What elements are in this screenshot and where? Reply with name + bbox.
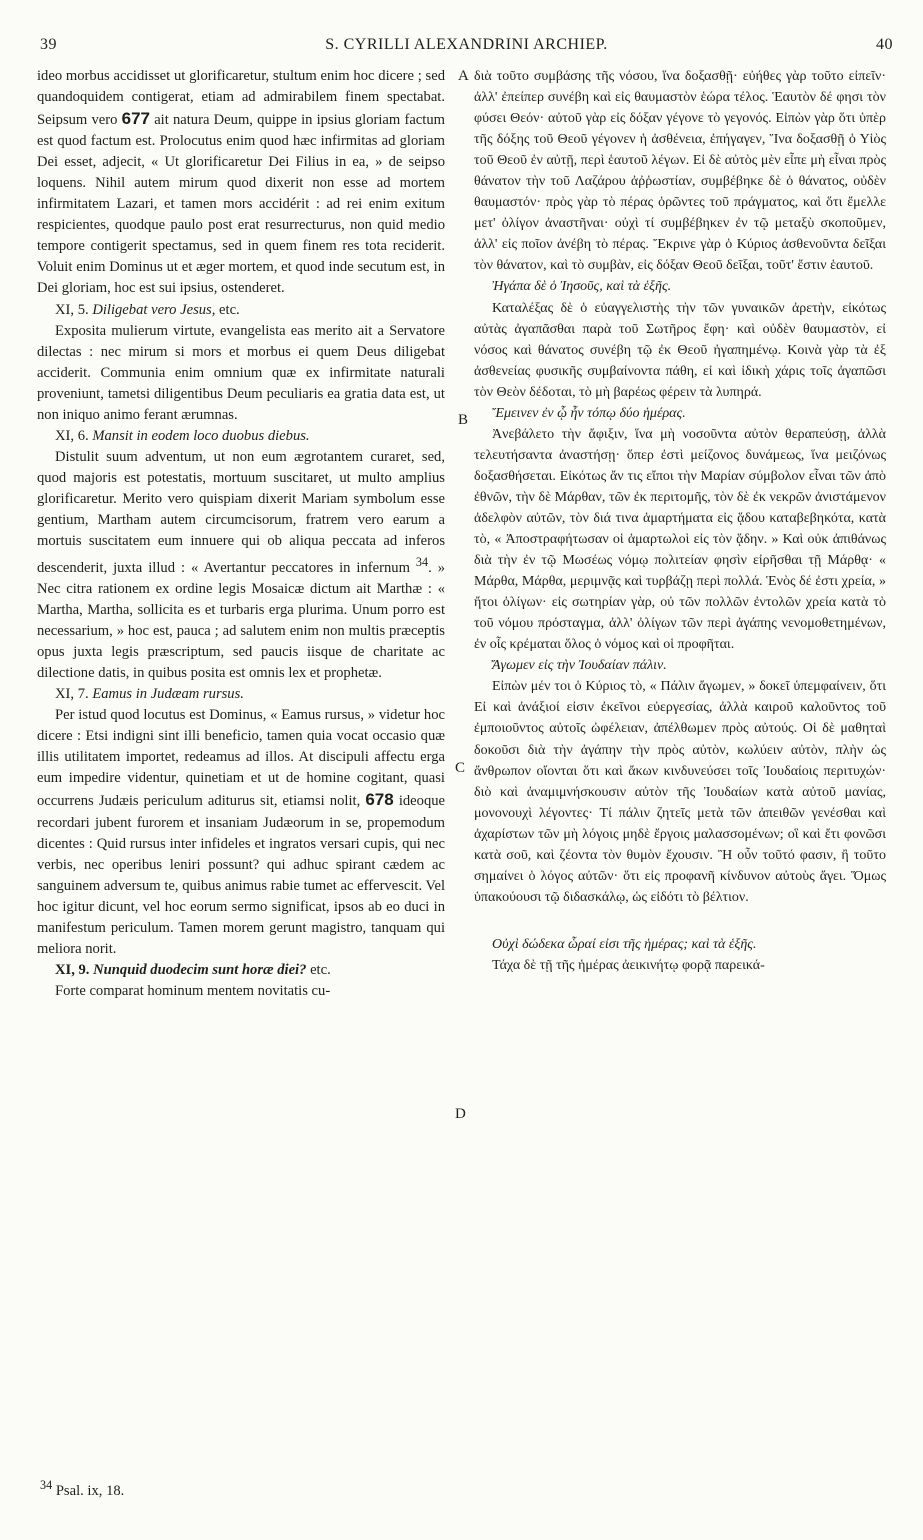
greek-paragraph-4: Εἰπὼν μέν τοι ὁ Κύριος τὸ, « Πάλιν ἄγωμεν, » δοκεῖ ὑπεμφαίνειν, ὅτι Εἰ καὶ ἀνάξιοί εἰσιν ἐκεῖνοι εὐεργεσίας, ἀλλὰ καιροῦ καλοῦντος τοῦ ἐμποιοῦντος αὐτοῖς ὠφέλειαν, ἀπέλθωμεν πρὸς αὐτούς. Οἱ δὲ μαθηταὶ δοκοῦσι διὰ τὴν ἀγάπην τὴν πρὸς αὐτὸν, κωλύειν αὐτὸν, πλὴν ὡς ἄνθρωπον οἴονται ὅτι καὶ ἄκων κινδυνεύσει τοῖς Ἰουδαίοις περιτυχών· διὸ καὶ ἀναμιμνήσκουσιν αὐτὸν τῆς Ἰουδαίων κατὰ αὐτοῦ μανίας, μονονουχὶ λέγοντες· Τί πάλιν ζητεῖς μετὰ τῶν ἀπειθῶν γενέσθαι καὶ ἀχαρίστων τῶν μὴ λόγοις μηδὲ ἔργοις μαλασσομένων; οἳ καὶ ἔτι φονῶσι κατὰ σοῦ, καὶ ζέοντα τὸν θυμὸν ἔχουσιν. Ἢ οὖν τοῦτό φασιν, ἢ τοῦτο σημαίνει ὁ λόγος αὐτῶν· ὅτι εἰς προφανῆ κίνδυνον αὐτοὺς ἄγει. Ὅμως ὑπακούουσι τῷ διδασκάλῳ, ὡς εἰδότι τὸ βέλτιον. xyxy=(474,679,886,905)
column-number-678: 678 xyxy=(365,790,394,810)
greek-lemma-2 xyxy=(474,403,886,424)
greek-column xyxy=(474,66,886,976)
latin-lemma-xi-6 xyxy=(37,426,445,447)
lemma-text: Diligebat vero Jesus, xyxy=(92,301,216,318)
greek-paragraph-1: διὰ τοῦτο συμβάσης τῆς νόσου, ἵνα δοξασθῇ· εὐήθες γὰρ τοῦτο εἰπεῖν· ἀλλ' ἐπείπερ συνέβη καὶ εἰς θαυμαστὸν ἑώρα τέλος. Ἑαυτὸν δέ φησι τὸν φύσει Θεόν· αὐτοῦ γὰρ εἰς δόξαν γέγονε τὸ γεγονός. Εἰπὼν γὰρ ὅτι ὑπὲρ τῆς δόξης τοῦ Θεοῦ γέγονεν ἡ ἀσθένεια, ἐπήγαγεν, Ἵνα δοξασθῇ ὁ Υἱὸς τοῦ Θεοῦ ἐν αὐτῇ, περὶ ἑαυτοῦ λέγων. Εἰ δὲ αὐτὸς μὲν εἶπε μὴ εἶναι πρὸς θάνατον τὴν τοῦ Λαζάρου ἀῤῥωστίαν, συμβέβηκε δὲ ὁ θάνατος, οὐδὲν θαυμαστόν· πρὸς γὰρ τὸ πέρας ὁρῶντες τοῦ πράγματος, καὶ ὅτι ἔμελλε μετ' ὀλίγον ἀναστῆναι· οὐχὶ τί συμβέβηκεν ἐν τῷ μεταξὺ σκοποῦμεν, ἀλλ' εἰς ποῖον ἀνέβη τὸ πέρας. Ἔκρινε γὰρ ὁ Κύριος ἀσθενοῦντα δεῖξαι τὸν θάνατον, καὶ τὸ συμβὰν, εἰς δόξαν Θεοῦ δεῖξαι, τοῦτ' ἔστιν ἑαυτοῦ. xyxy=(474,69,886,274)
page-number-right: 40 xyxy=(876,36,893,53)
margin-marker-b: B xyxy=(458,412,469,428)
page-number-left: 39 xyxy=(40,36,57,53)
lemma-text: Οὐχὶ δώδεκα ὧραί εἰσι τῆς ἡμέρας; καὶ τὰ ἑξῆς. xyxy=(492,936,757,952)
margin-marker-d: D xyxy=(455,1106,466,1122)
greek-paragraph-3: Ἀνεβάλετο τὴν ἄφιξιν, ἵνα μὴ νοσοῦντα αὐτὸν θεραπεύσῃ, ἀλλὰ τελευτήσαντα ἀναστήσῃ· ὅπερ ἐστὶ μείζονος δυνάμεως, ἵνα μειζόνως δοξασθήσεται. Εἰκότως ἄν τις εἴποι τὴν Μαρίαν σύμβολον εἶναι τῶν ἀπὸ ἐθνῶν, τὴν δὲ Μάρθαν, τῶν ἐκ περιτομῆς, τὸν δὲ ἐκ νεκρῶν ἀνιστάμενον ἀδελφὸν αὐτῶν, τὸν διά τινα ἁμαρτήματα εἰς ᾅδου καταβεβηκότα, κατὰ τὸ, « Ἀποστραφήτωσαν οἱ ἁμαρτωλοὶ εἰς τὸν ᾅδην. » Καὶ οὐκ ἀπιθάνως διὰ τὴν ἐν τῷ Μωσέως νόμῳ πολιτείαν φησὶν εἰρῆσθαι τῇ Μάρθᾳ· « Μάρθα, Μάρθα, μεριμνᾷς καὶ τυρβάζῃ περὶ πολλά. Ἑνὸς δέ ἐστι χρεία, » ἤτοι ὀλίγων· εἰς σωτηρίαν γὰρ, οὐ τῶν πολλῶν ἐντολῶν χρεία κατὰ τὸ τοῦ νόμου πρόσταγμα, ἀλλ' ὀλίγων τῶν περὶ ἀγάπης νενομοθετημένων, ἐν οἷς κρέμαται ὅλος ὁ νόμος καὶ οἱ προφῆται. xyxy=(474,426,886,653)
latin-lemma-xi-5 xyxy=(37,300,445,321)
verse-ref: XI, 5. xyxy=(55,301,89,318)
verse-ref: XI, 9. xyxy=(55,961,90,978)
lemma-text: Nunquid duodecim sunt horæ diei? xyxy=(93,961,307,978)
latin-text: ait natura Deum, quippe in ipsius gloriam factum est quod factum est. Prolocutus enim quod hæc infirmitas ad gloriam Dei esset, adjecit, « Ut glorificaretur Dei Filius in ea, » de seipso loquens. Nihil autem mirum quod dixerit non esse ad mortem infirmitatem Lazari, et tamen mors accidérit : ad rei enim exitum respicientes, quodque paulo post erat resurrecturus, non quid medio tempore contigerit spectamus, sed in quem finem res tota reciderit. Voluit enim Dominus ut et æger mortem, et quod inde secutum est, in Dei gloriam, hoc est sui ipsius, ostenderet. xyxy=(37,112,445,297)
greek-paragraph-5: Τάχα δὲ τῇ τῆς ἡμέρας ἀεικινήτῳ φορᾷ παρεικά- xyxy=(492,957,765,973)
greek-paragraph-2: Καταλέξας δὲ ὁ εὐαγγελιστὴς τὴν τῶν γυναικῶν ἀρετὴν, εἰκότως αὐτὰς ἀγαπᾶσθαι παρὰ τοῦ Σωτῆρος ἔφη· καὶ οὐδὲν θαυμαστὸν, εἰ νόσος καὶ θάνατος συνέβη τῷ ἐκ Θεοῦ ἠγαπημένῳ. Κοινὰ γὰρ τὰ ἐξ ἀσθενείας φυσικῆς συμβαίνοντα πάθη, εἰ καὶ ἰδικὴ χάρις τοῖς ἀγαπῶσι τὸν Θεὸν δέδοται, τὸ μὴ βαρέως φέρειν τὰ λυπηρά. xyxy=(474,300,886,400)
running-title: S. CYRILLI ALEXANDRINI ARCHIEP. xyxy=(325,36,608,53)
lemma-text: Eamus in Judæam rursus. xyxy=(92,686,244,703)
latin-lemma-xi-7 xyxy=(37,684,445,705)
latin-paragraph-5: Forte comparat hominum mentem novitatis cu- xyxy=(55,982,331,999)
latin-lemma-xi-9 xyxy=(37,960,445,981)
latin-paragraph-3 xyxy=(37,447,445,684)
latin-column xyxy=(37,66,445,1002)
latin-text: . » Nec citra rationem ex ordine legis Mosaicæ dictum ait Marthæ : « Martha, Martha, sollicita es et turbaris erga plurima. Unum porro est necessarium, » hoc est, pauca ; ad salutem enim non multis præceptis opus juxta legis præscriptum, sed paucis iisque de charitate ac dilectione datis, in quibus posita est omnis lex et prophetæ. xyxy=(37,559,445,682)
latin-text: Per istud quod locutus est Dominus, « Eamus rursus, » videtur hoc dicere : Etsi indigni sint illi beneficio, tamen quia vocat occasio quæ illis utilitatem importet, redeamus ad illos. At discipuli affectu erga eum impedire videntur, quinetiam et ut de homine cogitant, quasi occurrens Judæis periculum aditurus sit, etiamsi nolit, xyxy=(37,707,445,810)
lemma-text: Ἄγωμεν εἰς τὴν Ἰουδαίαν πάλιν. xyxy=(492,658,667,674)
footnote-ref: 34 xyxy=(415,555,429,570)
latin-text: ideoque recordari jubent furorem et insaniam Judæorum in se, propemodum dicentes : Quid rursus inter infideles et ingratos versari cupis, qui nec verbis, nec operibus leniri possunt? qui adhuc spirant cædem ac sanguinem adversum te, quibus animus rabie tumet ac effervescit. Vel hoc igitur dicunt, vel hoc eorum sermo significat, ipsos ab eo duci in manifestum periculum. Tamen morem gerunt magistro, tanquam qui meliora norit. xyxy=(37,793,446,957)
greek-lemma-3 xyxy=(474,655,886,676)
verse-ref: XI, 7. xyxy=(55,686,89,703)
verse-ref: XI, 6. xyxy=(55,427,89,444)
footnote-text: Psal. ix, 18. xyxy=(55,1482,125,1499)
latin-paragraph-2: Exposita mulierum virtute, evangelista eas merito ait a Servatore dilectas : nec mirum si mors et morbus ei quem Deus diligebat acciderit. Communia enim omnium quæ ex infirmitate naturali proveniunt, tametsi diligentibus Deum peculiaris ea gratia data est, ut non iniquo animo ferant ærumnas. xyxy=(37,322,445,423)
latin-text: ideo morbus accidisset ut glorificaretur, stultum enim hoc dicere ; sed quandoquidem contigerat, etiam ad admirabilem finem spectabat. Seipsum vero xyxy=(37,68,445,129)
latin-paragraph-4 xyxy=(37,705,445,960)
footnote-number: 34 xyxy=(40,1478,53,1492)
spacer xyxy=(474,908,886,934)
lemma-text: Mansit in eodem loco duobus diebus. xyxy=(92,427,310,444)
margin-marker-a: A xyxy=(458,68,469,84)
footnote xyxy=(40,1478,124,1500)
running-header xyxy=(40,36,893,66)
lemma-text: Ἠγάπα δὲ ὁ Ἰησοῦς, καὶ τὰ ἑξῆς. xyxy=(492,279,672,295)
lemma-etc: etc. xyxy=(310,961,331,978)
lemma-text: Ἔμεινεν ἐν ᾧ ἦν τόπῳ δύο ἡμέρας. xyxy=(492,405,686,421)
column-number-677: 677 xyxy=(121,109,150,129)
greek-lemma-1 xyxy=(474,276,886,297)
greek-lemma-4 xyxy=(474,934,886,955)
margin-marker-c: C xyxy=(455,760,466,776)
latin-paragraph-1 xyxy=(37,66,445,300)
latin-text: Distulit suum adventum, ut non eum ægrotantem curaret, sed, quod majoris est potestatis, mortuum suscitaret, ut multo amplius glorificaretur. Merito vero quispiam dixerit Mariam symbolum esse gentium, Martham autem circumcisorum, fratrem vero earum a mortuis suscitatem eum innuere qui ob aliqua peccata ad inferos descenderit, juxta illud : « Avertantur peccatores in infernum xyxy=(37,448,445,576)
lemma-etc: etc. xyxy=(219,301,240,318)
